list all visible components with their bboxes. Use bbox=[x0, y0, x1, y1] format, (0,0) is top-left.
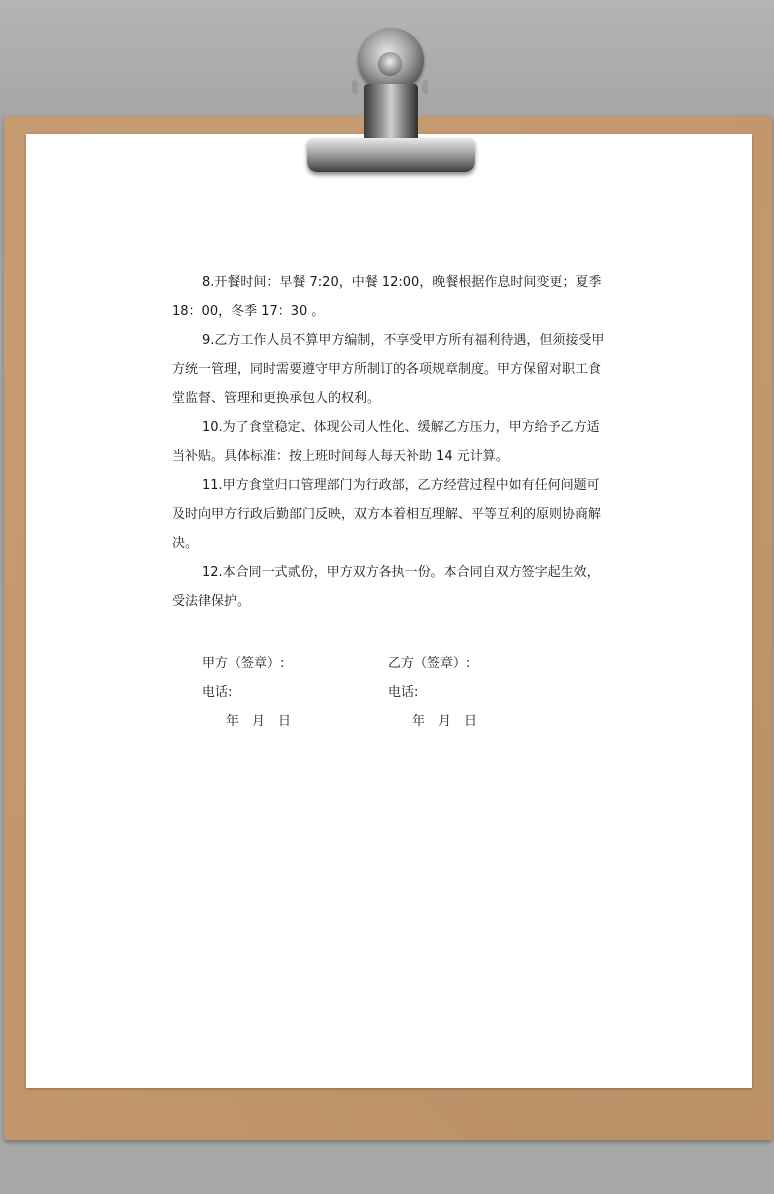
party-a-phone-label: 电话: bbox=[202, 685, 233, 700]
party-b-phone-label: 电话: bbox=[388, 685, 419, 700]
clause-11: 11.甲方食堂归口管理部门为行政部，乙方经营过程中如有任何问题可及时向甲方行政后勤部门反映，双方本着相互理解、平等互利的原则协商解决。 bbox=[172, 478, 602, 551]
clause-9: 9.乙方工作人员不算甲方编制，不享受甲方所有福利待遇，但须接受甲方统一管理，同时需要遵守甲方所制订的各项规章制度。甲方保留对职工食堂监督、管理和更换承包人的权利。 bbox=[172, 333, 605, 406]
clause-8: 8.开餐时间：早餐 7:20，中餐 12:00，晚餐根据作息时间变更；夏季 18：00，冬季 17：30 。 bbox=[172, 275, 602, 319]
party-b-signature-label: 乙方（签章）: bbox=[388, 656, 471, 671]
party-b-date: 年 月 日 bbox=[412, 714, 478, 729]
clause-12: 12.本合同一式贰份，甲方双方各执一份。本合同自双方签字起生效，受法律保护。 bbox=[172, 565, 600, 609]
party-a-signature-label: 甲方（签章）: bbox=[202, 656, 285, 671]
party-a-date: 年 月 日 bbox=[226, 714, 292, 729]
contract-body bbox=[172, 268, 606, 616]
clause-10: 10.为了食堂稳定、体现公司人性化、缓解乙方压力，甲方给予乙方适当补贴。具体标准：按上班时间每人每天补助 14 元计算。 bbox=[172, 420, 600, 464]
